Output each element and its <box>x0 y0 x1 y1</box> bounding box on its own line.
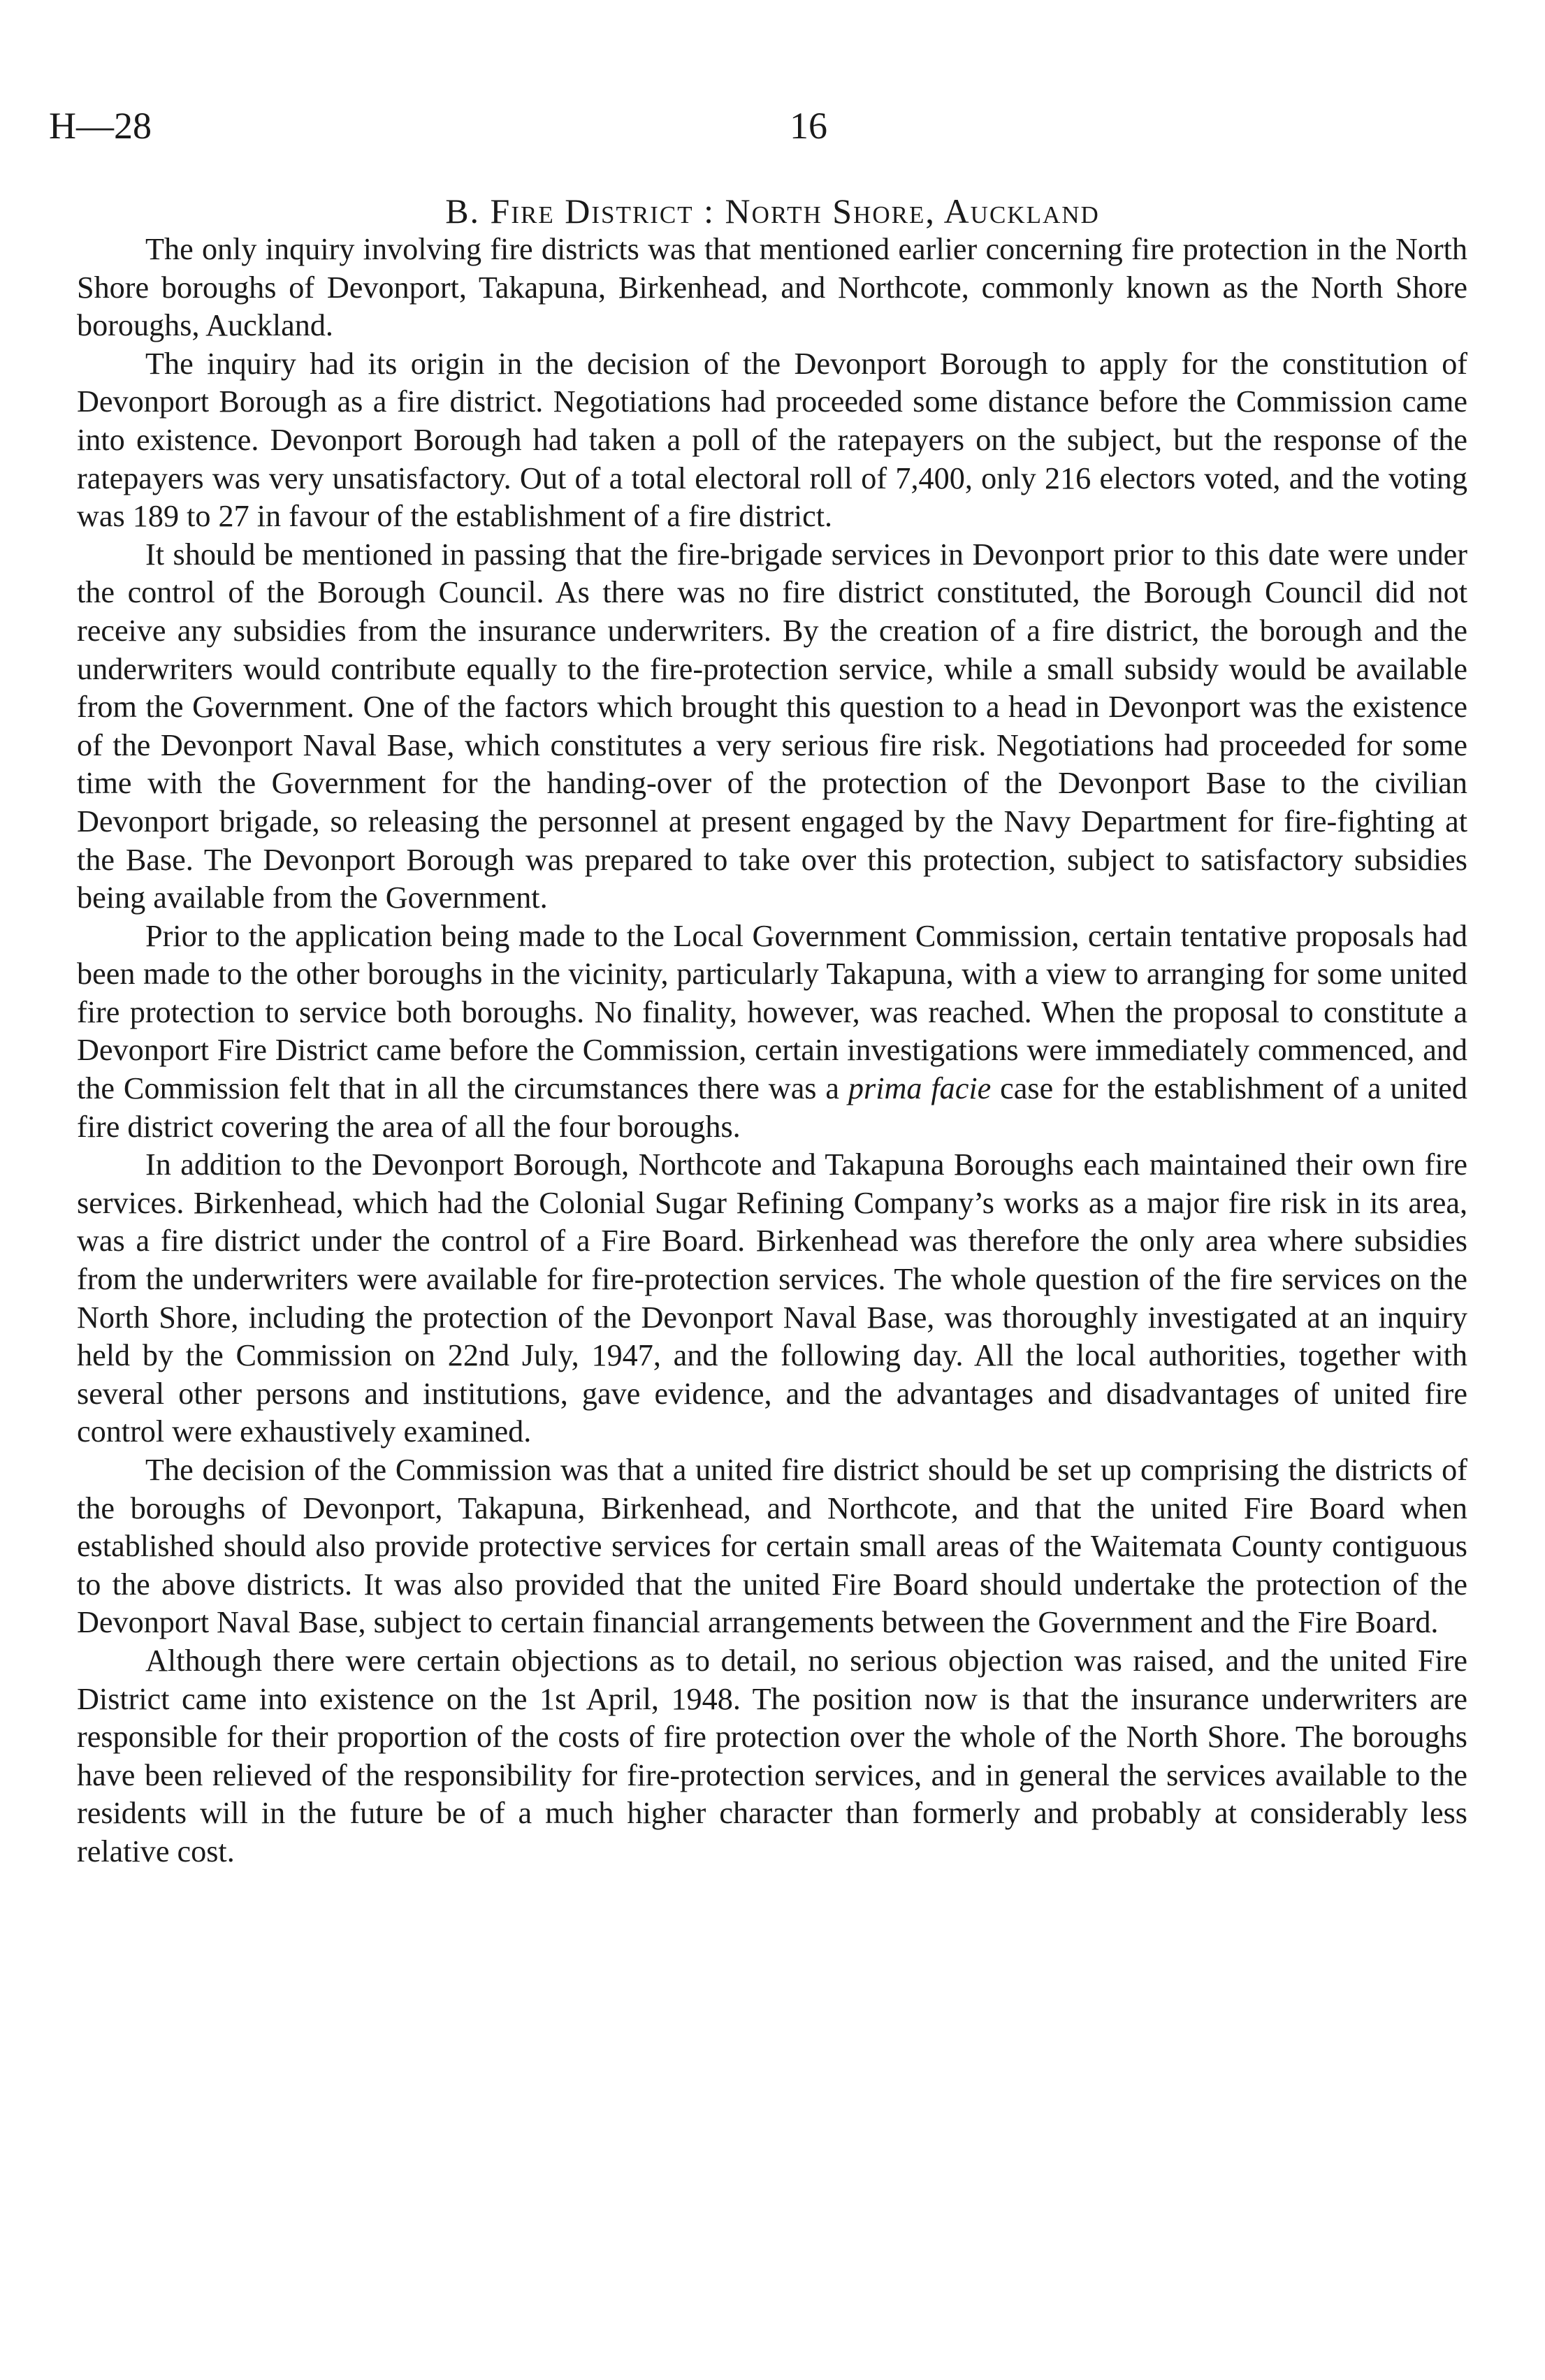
paragraph-text: Prior to the application being made to the Local Government Commission, certain tentative proposals had been made to the other boroughs in the vicinity, particularly Takapuna, with a view to arranging for some united fire protection to service both boroughs. No finality, however, was reached. When the proposal to constitute a Devonport Fire District came before the Commission, certain investigations were immediately commenced, and the Commission felt that in all the circumstances there was a <box>77 918 1467 1106</box>
paragraph: In addition to the Devonport Borough, Northcote and Takapuna Boroughs each maintained their own fire services. Birkenhead, which had the Colonial Sugar Refining Company’s works as a major fire risk in its area, was a fire district under the control of a Fire Board. Birkenhead was therefore the only area where subsidies from the underwriters were available for fire-protection services. The whole question of the fire services on the North Shore, including the protection of the Devonport Naval Base, was thoroughly investigated at an inquiry held by the Commission on 22nd July, 1947, and the following day. All the local authorities, together with several other persons and institutions, gave evidence, and the advantages and disadvantages of united fire control were exhaustively examined. <box>77 1147 1467 1449</box>
paragraph: The decision of the Commission was that a united fire district should be set up comprising the districts of the boroughs of Devonport, Takapuna, Birkenhead, and Northcote, and that the united Fire Board when established should also provide protective services for certain small areas of the Waitemata County contiguous to the above districts. It was also provided that the united Fire Board should undertake the protection of the Devonport Naval Base, subject to certain financial arrangements between the Government and the Fire Board. <box>77 1453 1467 1640</box>
paragraph: The only inquiry involving fire districts was that mentioned earlier concerning fire protection in the North Shore boroughs of Devonport, Takapuna, Birkenhead, and Northcote, commonly known as the North Shore boroughs, Auckland. <box>77 232 1467 343</box>
paragraph-text: case for the establishment of a united fire district covering the area of all the four boroughs. <box>77 1071 1467 1144</box>
body-text <box>77 231 1467 1871</box>
paragraph <box>77 917 1467 1147</box>
paragraph: It should be mentioned in passing that the fire-brigade services in Devonport prior to this date were under the control of the Borough Council. As there was no fire district constituted, the Borough Council did not receive any subsidies from the insurance underwriters. By the creation of a fire district, the borough and the underwriters would contribute equally to the fire-protection service, while a small subsidy would be available from the Government. One of the factors which brought this question to a head in Devonport was the existence of the Devonport Naval Base, which constitutes a very serious fire risk. Negotiations had proceeded for some time with the Government for the handing-over of the protection of the Devonport Base to the civilian Devonport brigade, so releasing the personnel at present engaged by the Navy Department for fire-fighting at the Base. The Devonport Borough was prepared to take over this protection, subject to satisfactory subsidies being available from the Government. <box>77 537 1467 915</box>
paragraph: Although there were certain objections as to detail, no serious objection was raised, and the united Fire District came into existence on the 1st April, 1948. The position now is that the insurance underwriters are responsible for their proportion of the costs of fire protection over the whole of the North Shore. The boroughs have been relieved of the responsibility for fire-protection services, and in general the services available to the residents will in the future be of a much higher character than formerly and probably at considerably less relative cost. <box>77 1643 1467 1869</box>
latin-phrase: prima facie <box>848 1071 992 1106</box>
page-number: 16 <box>790 105 827 147</box>
page-header <box>49 98 1495 154</box>
section-heading: B. Fire District : North Shore, Auckland <box>445 191 1100 231</box>
paragraph: The inquiry had its origin in the decision of the Devonport Borough to apply for the constitution of Devonport Borough as a fire district. Negotiations had proceeded some distance before the Commission came into existence. Devonport Borough had taken a poll of the ratepayers on the subject, but the response of the ratepayers was very unsatisfactory. Out of a total electoral roll of 7,400, only 216 electors voted, and the voting was 189 to 27 in favour of the establishment of a fire district. <box>77 346 1467 534</box>
page-reference: H—28 <box>49 105 152 147</box>
